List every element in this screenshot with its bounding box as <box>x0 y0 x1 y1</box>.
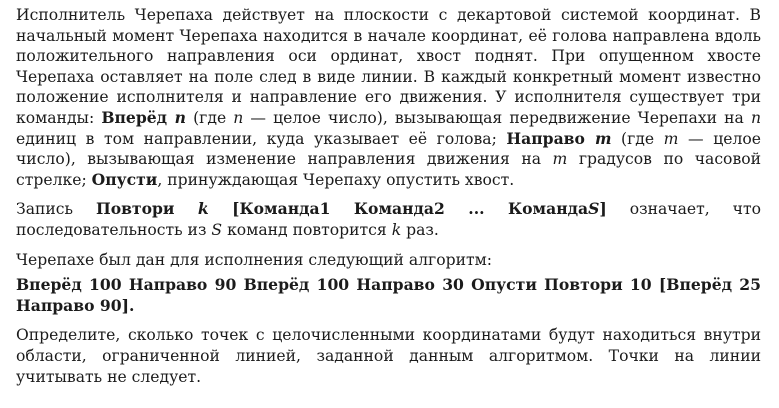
command-down: Опусти <box>91 169 158 189</box>
algorithm <box>16 275 761 316</box>
algorithm-intro <box>16 250 761 271</box>
intro-text-4: единиц в том направлении, куда указывает её голова; <box>16 129 507 148</box>
repeat-text-2: означает, что последовательность из <box>16 200 761 239</box>
intro-text-1: Исполнитель Черепаха действует на плоскости с декартовой системой координат. В начальный момент Черепаха находится в начале координат, её голова направлена вдоль положительного направления оси ординат, хвост поднят. При опущенном хвосте Черепаха оставляет на поле след в виде линии. В каждый конкретный момент известно положение исполнителя и направление его движения. У исполнителя существует три команды: <box>16 6 761 127</box>
var-m: m <box>663 129 679 148</box>
var-s: S <box>588 199 600 219</box>
repeat-text-1: Запись <box>16 200 96 219</box>
var-n: n <box>233 108 244 127</box>
command-list: [Команда1 Команда2 ... Команда <box>208 199 589 219</box>
command-forward: Вперёд <box>101 107 175 127</box>
intro-text-6: — целое число), вызывающая изменение направления движения на <box>16 129 761 169</box>
algorithm-text: Вперёд 100 Направо 90 Вперёд 100 Направо 30 Опусти Повтори 10 [Вперёд 25 Направо 90]. <box>16 275 761 315</box>
repeat-text-4: раз. <box>401 220 439 239</box>
command-repeat: Повтори <box>95 199 198 219</box>
intro-text-7: градусов по часовой стрелке; <box>16 150 761 189</box>
var-n: n <box>174 107 186 127</box>
intro-paragraph <box>16 5 761 190</box>
var-k: k <box>391 220 402 239</box>
var-k: k <box>197 199 209 219</box>
var-s: S <box>211 220 223 239</box>
algorithm-intro-text: Черепахе был дан для исполнения следующий алгоритм: <box>16 250 492 269</box>
command-list-bracket: ] <box>599 199 607 219</box>
intro-text-8: , принуждающая Черепаху опустить хвост. <box>157 170 515 189</box>
var-m: m <box>594 128 612 148</box>
intro-text-3: — целое число), вызывающая передвижение Черепахи на <box>243 108 751 127</box>
question-text: Определите, сколько точек с целочисленными координатами будут находиться внутри области, ограниченной линией, заданной данным алгоритмом. Точки на линии учитывать не следует. <box>16 326 761 386</box>
command-right: Направо <box>506 128 595 148</box>
intro-text-2: (где <box>185 108 234 127</box>
var-n: n <box>750 108 761 127</box>
intro-text-5: (где <box>611 129 664 148</box>
question-paragraph <box>16 325 761 387</box>
repeat-paragraph <box>16 199 761 240</box>
var-m: m <box>552 150 568 169</box>
repeat-text-3: команд повторится <box>222 220 392 239</box>
